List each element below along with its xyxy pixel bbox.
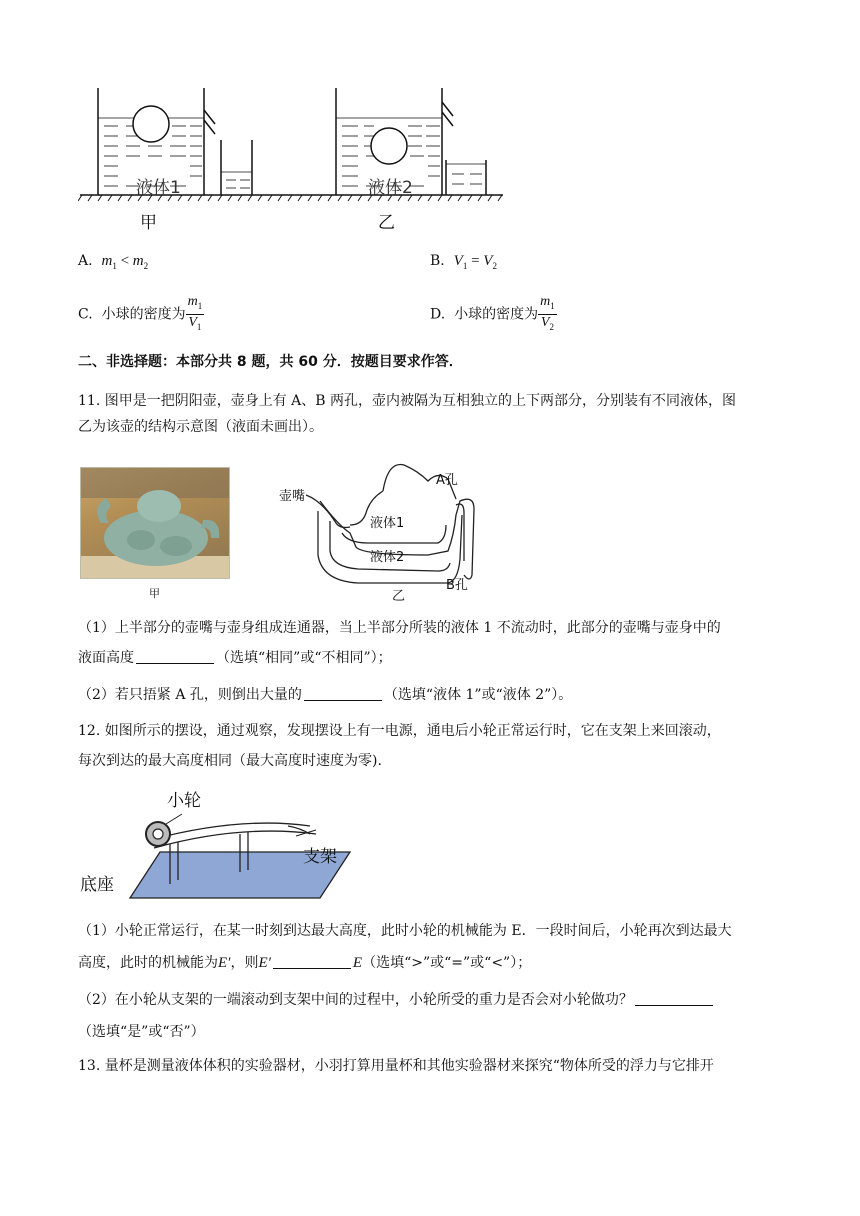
d-den-sub: 2 xyxy=(549,321,554,332)
option-letter: D. xyxy=(430,306,446,323)
q11-p1-pre: 液面高度 xyxy=(78,650,134,666)
q10-left-liquid-label: 液体1 xyxy=(136,178,181,198)
q12-p1-pre: 高度，此时的机械能为 xyxy=(78,955,218,971)
q11-photo-caption: 甲 xyxy=(149,587,160,600)
q10-left-caption: 甲 xyxy=(140,213,157,233)
q12-line2: 每次到达的最大高度相同（最大高度时速度为零). xyxy=(78,753,382,769)
option-letter: B. xyxy=(430,253,445,269)
q10-option-c xyxy=(78,294,204,335)
q12-rolling-wheel-diagram xyxy=(120,812,380,902)
a-rhs: m xyxy=(132,253,144,269)
a-sub2: 2 xyxy=(143,261,149,271)
q11-p1-post: （选填“相同”或“不相同”）； xyxy=(216,650,392,666)
option-letter: A. xyxy=(78,253,93,269)
b-lhs: V xyxy=(453,253,463,269)
c-num: m xyxy=(187,294,198,309)
q10-right-caption: 乙 xyxy=(378,213,395,233)
q11-a-hole-label: A孔 xyxy=(436,473,458,488)
q12-answer-blank-2[interactable] xyxy=(635,991,713,1006)
q12-answer-blank-1[interactable] xyxy=(273,954,351,969)
b-rhs: V xyxy=(483,253,493,269)
q12-frame-label: 支架 xyxy=(303,847,337,867)
b-sub1: 1 xyxy=(462,261,468,271)
c-num-sub: 1 xyxy=(197,300,203,311)
q12-wheel-label: 小轮 xyxy=(167,791,201,811)
q11-liquid1-label: 液体1 xyxy=(370,516,405,531)
q12-p2-text: （2）在小轮从支架的一端滚动到支架中间的过程中，小轮所受的重力是否会对小轮做功？ xyxy=(78,992,633,1008)
q12-part2-line2: （选填“是”或“否”） xyxy=(78,1024,205,1040)
q11-line2: 乙为该壶的结构示意图（液面未画出）。 xyxy=(78,419,323,435)
q11-line1: 11. 图甲是一把阴阳壶，壶身上有 A、B 两孔，壶内被隔为互相独立的上下两部分，分别装有不同液体，图 xyxy=(78,393,737,409)
q11-answer-blank-1[interactable] xyxy=(136,649,214,664)
q13-line1: 13. 量杯是测量液体体积的实验器材，小羽打算用量杯和其他实验器材来探究“物体所受的浮力与它排开 xyxy=(78,1058,714,1074)
q12-e-prime: E′ xyxy=(218,955,231,971)
q12-part2-line1 xyxy=(78,990,715,1010)
q12-e: E xyxy=(352,955,363,971)
d-text: 小球的密度为 xyxy=(454,306,539,323)
q11-spout-label: 壶嘴 xyxy=(279,489,306,504)
q12-e-prime-2: E′ xyxy=(258,955,271,971)
c-text: 小球的密度为 xyxy=(101,306,186,323)
q12-line1: 12. 如图所示的摆设，通过观察，发现摆设上有一电源，通电后小轮正常运行时，它在支架上来回滚动， xyxy=(78,723,721,739)
d-fraction xyxy=(538,294,557,335)
q10-option-b xyxy=(430,251,497,276)
d-num-sub: 1 xyxy=(550,300,555,311)
q10-option-d xyxy=(430,294,557,335)
d-den: V xyxy=(540,314,550,330)
b-sub2: 2 xyxy=(492,261,497,271)
q11-part2 xyxy=(78,685,572,705)
q12-part1-line2 xyxy=(78,953,531,973)
d-num: m xyxy=(540,294,551,309)
option-letter: C. xyxy=(78,306,93,323)
c-den-sub: 1 xyxy=(196,321,202,332)
a-sub1: 1 xyxy=(112,261,117,271)
a-op: < xyxy=(120,253,130,269)
q11-part1-line2 xyxy=(78,648,392,668)
q12-part1-line1: （1）小轮正常运行，在某一时刻到达最大高度，此时小轮的机械能为 E．一段时间后，小轮再次到达最大 xyxy=(78,923,732,939)
c-fraction xyxy=(186,294,205,335)
q12-base-label: 底座 xyxy=(80,875,114,895)
yin-yang-teapot-photo xyxy=(80,467,230,579)
section-heading: 二、非选择题：本部分共 8 题，共 60 分．按题目要求作答． xyxy=(78,354,463,370)
q11-answer-blank-2[interactable] xyxy=(304,686,382,701)
q11-part1-line1: （1）上半部分的壶嘴与壶身组成连通器，当上半部分所装的液体 1 不流动时，此部分的壶嘴与壶身中的 xyxy=(78,620,721,636)
q12-then: ，则 xyxy=(230,955,259,971)
b-op: = xyxy=(471,253,480,269)
q10-right-liquid-label: 液体2 xyxy=(368,178,413,198)
q11-liquid2-label: 液体2 xyxy=(370,550,405,565)
q11-b-hole-label: B孔 xyxy=(446,578,468,593)
q11-p2-pre: （2）若只捂紧 A 孔，则倒出大量的 xyxy=(78,687,302,703)
a-lhs: m xyxy=(101,253,113,269)
q11-p2-post: （选填“液体 1”或“液体 2”）。 xyxy=(383,687,573,703)
q11-diagram-caption: 乙 xyxy=(392,589,406,604)
q12-p1-post: （选填“>”或“=”或“<”）； xyxy=(362,955,532,971)
c-den: V xyxy=(188,314,197,330)
q10-option-a xyxy=(78,251,148,276)
teapot-photo-drawing xyxy=(81,468,229,578)
